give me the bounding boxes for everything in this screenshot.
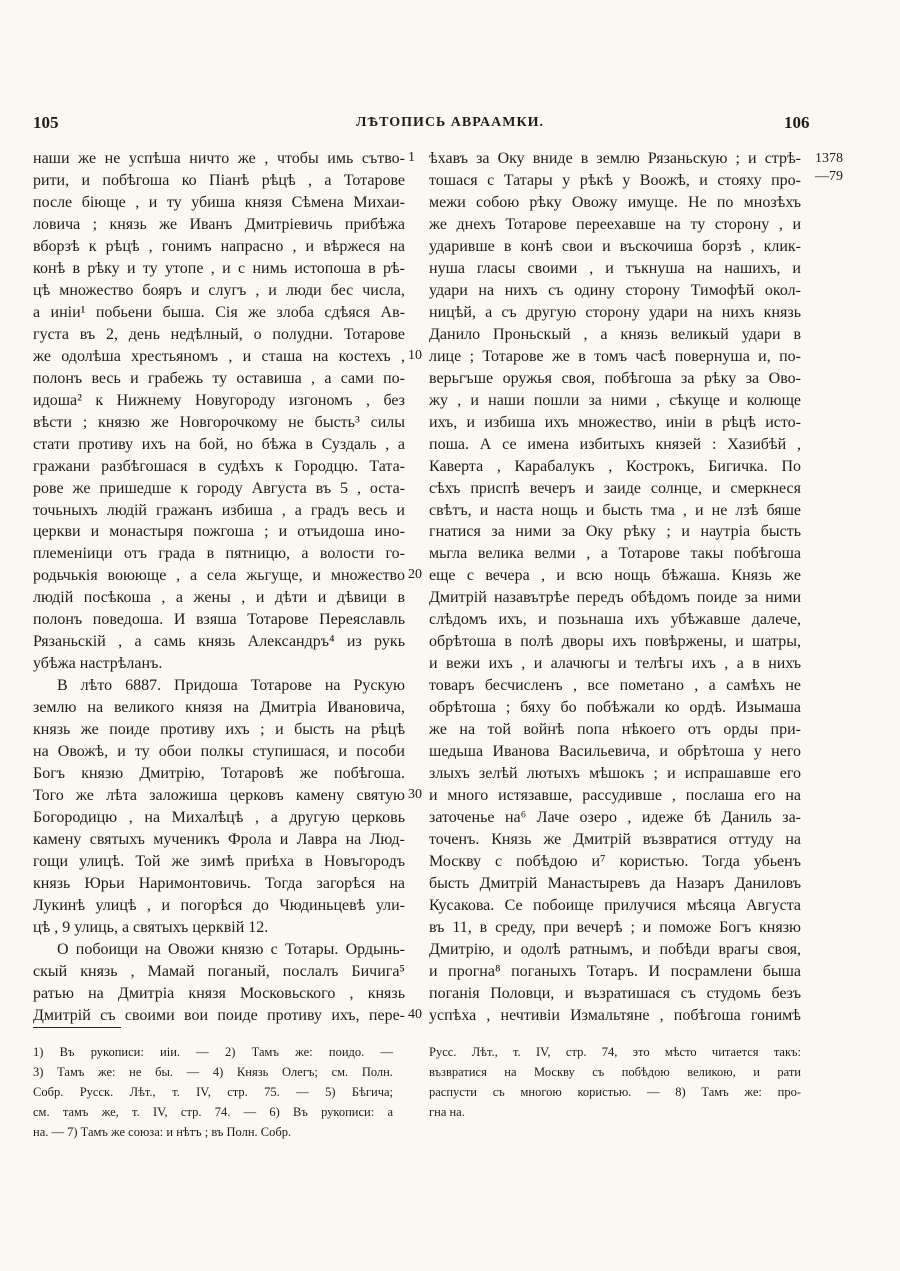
text-line: вборзѣ к рѣцѣ , гонимъ напрасно , и вѣржеся на bbox=[33, 237, 405, 255]
text-line: възвратися на Москву съ побѣдою великою, и рати bbox=[429, 1065, 801, 1079]
text-line: ѣхавъ за Оку вниде в землю Рязаньскую ; и стрѣ- bbox=[429, 150, 801, 167]
text-line: тошася с Татары у рѣкѣ у Воожѣ, и стояху про- bbox=[429, 171, 801, 189]
text-line: густа въ 2, день недѣлный, о полудни. Тотарове bbox=[33, 325, 405, 343]
text-line: и много истязавше, рассудивше , послаша его на bbox=[429, 787, 801, 805]
text-line: О побоищи на Овожи князю с Тотары. Ордынь- bbox=[57, 940, 405, 958]
text-line: мьгла велика велми , а Тотарове такы побѣгоша bbox=[429, 545, 801, 563]
margin-year-start: 1378 bbox=[815, 151, 843, 166]
line-number: 1 bbox=[408, 150, 415, 165]
text-line: землю на великого князя на Дмитріа Ивановича, bbox=[33, 699, 405, 717]
text-line: обрѣтоша ; бяху бо побѣжали ко ордѣ. Изымаша bbox=[429, 699, 801, 717]
text-line: а иніи¹ побьени быша. Сія же злоба сдѣяся Ав- bbox=[33, 303, 405, 321]
line-number: 20 bbox=[408, 567, 422, 583]
text-line: точенъ. Князь же Дмитрій възвратися оттуду на bbox=[429, 831, 801, 849]
text-line: поганія Половци, и възратишася съ студомь безъ bbox=[429, 984, 801, 1002]
text-line: ударивше в конѣ свои и въскочиша борзѣ , клик- bbox=[429, 237, 801, 255]
text-line: на Овожѣ, и ту обои полкы ступишася, и пособи bbox=[33, 743, 405, 761]
text-line: на. — 7) Тамъ же союза: и нѣтъ ; въ Полн. Собр. bbox=[33, 1125, 292, 1139]
text-line: Дмитрію, и одолѣ ратнымъ, и побѣди врагы своя, bbox=[429, 940, 801, 958]
text-line: въ 11, в среду, при вечерѣ ; и поможе Богъ князю bbox=[429, 918, 801, 936]
text-line: слѣдомъ ихъ, и позьнаша ихъ убѣжавше далече, bbox=[429, 611, 801, 629]
margin-year-note bbox=[815, 150, 843, 186]
text-line: Лукинѣ улицѣ , и погорѣся до Чюдиньцевѣ ули- bbox=[33, 896, 405, 914]
text-line: В лѣто 6887. Придоша Тотарове на Рускую bbox=[57, 677, 405, 695]
text-line: рове же пришедше к городу Августа въ 5 , оста- bbox=[33, 479, 405, 497]
text-line: свѣтъ, и наста нощь и бысть тма , и не лзѣ бяше bbox=[429, 501, 801, 519]
text-line: межи собою рѣку Овожу имущe. Не по мнозѣхъ bbox=[429, 193, 801, 211]
text-line: и вежи ихъ , и алачюгы и телѣгы ихъ , а в нихъ bbox=[429, 655, 801, 673]
text-line: гражани разбѣгошася в судѣхъ к Городцю. Тата- bbox=[33, 457, 405, 475]
text-line: скый князь , Мамай поганый, послалъ Бичига⁵ bbox=[33, 962, 405, 980]
text-line: цѣ , 9 улиць, а святыхъ церквій 12. bbox=[33, 918, 269, 936]
text-line: цѣ множество бояръ и слугъ , и люди бес числа, bbox=[33, 281, 405, 299]
text-line: полонъ поведоша. И взяша Тотарове Переяславль bbox=[33, 611, 405, 629]
text-line: племеніици отъ града в пятницю, а волости го- bbox=[33, 545, 405, 563]
text-line: же одолѣша хрестьяномъ , и сташа на костехъ , bbox=[33, 347, 405, 365]
text-line: обрѣтоша в полѣ дворы ихъ повѣржены, и шатры, bbox=[429, 633, 801, 651]
left-text-column bbox=[33, 148, 405, 1027]
line-number: 30 bbox=[408, 787, 422, 803]
text-line: злыхъ зелѣй лютыхъ мѣшокъ ; и испрашавше его bbox=[429, 765, 801, 783]
text-line: заточенье на⁶ Лаче озеро , идеже бѣ Даниль за- bbox=[429, 809, 801, 827]
text-line: Русс. Лѣт., т. IV, стр. 74, это мѣсто читается такъ: bbox=[429, 1045, 801, 1059]
text-line: камену святыхъ мученикъ Фрола и Лавра на Люд- bbox=[33, 831, 405, 849]
text-line: Богъ князю Дмитрію, Тотаровѣ же побѣгоша. bbox=[33, 765, 405, 783]
text-line: Кусакова. Се побоище прилучися мѣсяца Августа bbox=[429, 896, 801, 914]
text-line: жу , и наши пошли за ними , сѣкуще и колюще bbox=[429, 391, 801, 409]
text-line: Дмитрій съ своими вои поиде противу ихъ, пере- bbox=[33, 1006, 405, 1024]
text-line: полонъ весь и грабежь ту оставиша , а сами по- bbox=[33, 369, 405, 387]
page-number-right: 106 bbox=[784, 113, 810, 132]
text-line: поша. А се имена избитыхъ князей : Хазибѣй , bbox=[429, 435, 801, 453]
line-number: 40 bbox=[408, 1006, 422, 1022]
right-text-column bbox=[429, 148, 801, 1027]
text-line: нуша гласы своими , и тъкнуша на нашихъ, и bbox=[429, 259, 801, 277]
text-line: ратью на Дмитріа князя Московьского , князь bbox=[33, 984, 405, 1002]
text-line: ницѣй, а съ другую сторону удари на нихъ князь bbox=[429, 303, 801, 321]
text-line: распусти съ многою користью. — 8) Тамъ же: про- bbox=[429, 1085, 801, 1099]
text-line: стати противу ихъ на бой, но бѣжа в Суздаль , а bbox=[33, 435, 405, 453]
footnotes-left bbox=[33, 1042, 393, 1142]
text-line: вѣсти ; князю же Новгорочкому не бысть³ силы bbox=[33, 413, 405, 431]
text-line: гна на. bbox=[429, 1105, 465, 1119]
text-line: см. тамъ же, т. IV, стр. 74. — 6) Въ рукописи: а bbox=[33, 1105, 393, 1119]
margin-year-end: —79 bbox=[815, 169, 843, 184]
text-line: гощи улицѣ. Той же зимѣ приѣха в Новъгородъ bbox=[33, 853, 405, 870]
text-line: наши же не успѣша ничто же , чтобы имь сътво- bbox=[33, 150, 405, 167]
text-line: после біюще , и ту убиша князя Сѣмена Михаи- bbox=[33, 193, 405, 211]
text-line: убѣжа настрѣланъ. bbox=[33, 655, 163, 673]
text-line: людій посѣкоша , а жены , и дѣти и дѣвици в bbox=[33, 589, 405, 607]
footnotes-right bbox=[429, 1042, 801, 1122]
text-line: точьныхъ людій гражанъ избиша , а градъ весь и bbox=[33, 501, 405, 519]
line-number: 10 bbox=[408, 347, 422, 363]
text-line: и прогна⁸ поганыхъ Тотаръ. И посрамлени быша bbox=[429, 962, 801, 980]
text-line: же на той войнѣ попа нѣкоего отъ орды при- bbox=[429, 721, 801, 739]
text-line: конѣ в рѣку и ту утопе , и с нимь истопоша в рѣ- bbox=[33, 259, 405, 277]
text-line: князь Юрьи Наримонтовичь. Тогда загорѣся на bbox=[33, 874, 405, 892]
text-line: Каверта , Карабалукъ , Кострокъ, Бигичка. По bbox=[429, 457, 801, 475]
text-line: гнатися за ними за Оку рѣку ; и наутріа бысть bbox=[429, 523, 801, 541]
text-line: верьгъше оружья своя, побѣгоша за рѣку за Ово- bbox=[429, 369, 801, 387]
text-line: же днехъ Тотарове переехавше на ту сторону , и bbox=[429, 215, 801, 233]
footnote-separator bbox=[33, 1027, 121, 1028]
text-line: Того же лѣта заложиша церковъ камену святую bbox=[33, 787, 405, 805]
text-line: ловича ; князь же Иванъ Дмитріевичь прибѣжа bbox=[33, 215, 405, 233]
text-line: успѣха , нечтивіи Измальтяне , побѣгоша гонимѣ bbox=[429, 1006, 801, 1024]
text-line: бысть Дмитрій Манастыревъ да Назаръ Даниловъ bbox=[429, 874, 801, 892]
text-line: церкви и монастыря пожгоша ; и отъидоша ино- bbox=[33, 523, 405, 541]
text-line: рити, и побѣгоша ко Піанѣ рѣцѣ , а Тотарове bbox=[33, 171, 405, 189]
text-line: Москву с побѣдою и⁷ користью. Тогда убьенъ bbox=[429, 853, 801, 870]
text-line: Богородицю , на Михалѣцѣ , а другую церковь bbox=[33, 809, 405, 827]
text-line: ихъ, и избиша ихъ множество, иніи в рѣцѣ исто- bbox=[429, 413, 801, 431]
text-line: Собр. Русск. Лѣт., т. IV, стр. 75. — 5) Бѣгича; bbox=[33, 1085, 393, 1099]
text-line: идоша² к Нижнему Новугороду изгономъ , без bbox=[33, 391, 405, 409]
page-header bbox=[0, 113, 900, 137]
text-line: князь же поиде противу ихъ ; и бысть на рѣцѣ bbox=[33, 721, 405, 739]
text-line: удари на нихъ съ одину сторону Тимофѣй окол- bbox=[429, 281, 801, 299]
text-line: Дмитрій назавътрѣе передъ обѣдомъ поиде за ними bbox=[429, 589, 801, 607]
text-line: родьчькія воююще , а села жьгуще, и множество bbox=[33, 567, 405, 585]
text-line: товаръ бесчисленъ , все пометано , а самѣхъ не bbox=[429, 677, 801, 695]
running-title: ЛѢТОПИСЬ АВРААМКИ. bbox=[356, 115, 544, 130]
text-line: лице ; Тотарове же в томъ часѣ повернуша и, по- bbox=[429, 347, 801, 365]
page-number-left: 105 bbox=[33, 113, 59, 132]
text-line: Рязаньскій , а самь князь Александръ⁴ из рукь bbox=[33, 633, 405, 651]
text-line: 1) Въ рукописи: иіи. — 2) Тамъ же: поидо. — bbox=[33, 1045, 393, 1059]
text-line: шедьша Иванова Васильевича, и обрѣтоша у него bbox=[429, 743, 801, 761]
text-line: Данило Проньскый , а князь великый удари в bbox=[429, 325, 801, 343]
text-line: 3) Тамъ же: не бы. — 4) Князь Олегъ; см. Полн. bbox=[33, 1065, 393, 1079]
text-line: еще с вечера , и всю нощь бѣжаша. Князь же bbox=[429, 567, 801, 585]
text-line: сѣхъ приспѣ вечеръ и заиде солнце, и смеркнеся bbox=[429, 479, 801, 497]
